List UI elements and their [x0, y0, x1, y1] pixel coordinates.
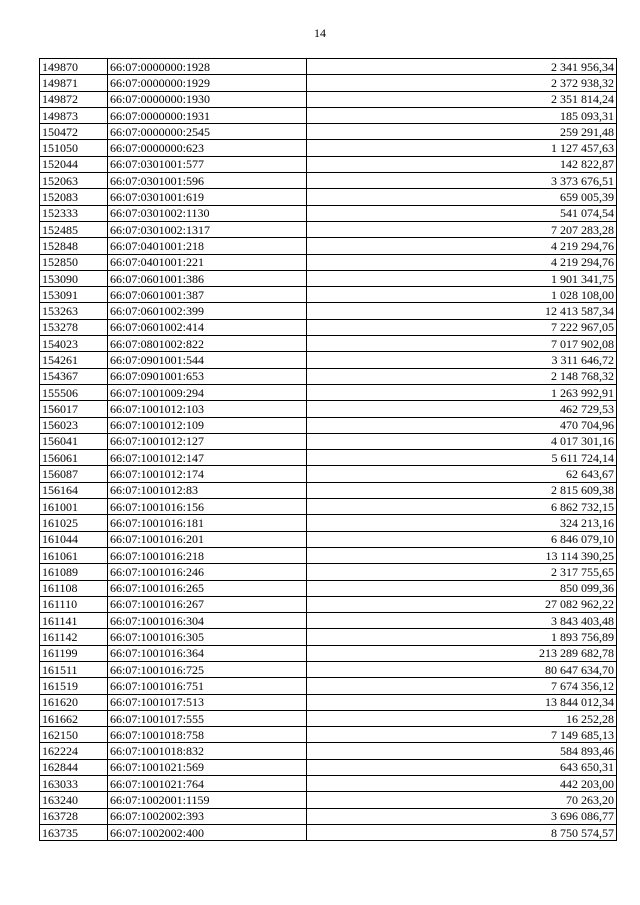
row-id-cell: 153090 — [40, 270, 108, 286]
cadastral-number-cell: 66:07:0401001:218 — [108, 238, 307, 254]
table-row — [40, 75, 617, 91]
table-row — [40, 173, 617, 189]
table-row — [40, 613, 617, 629]
cadastral-number-cell: 66:07:0301001:577 — [108, 156, 307, 172]
table-row — [40, 352, 617, 368]
value-cell: 27 082 962,22 — [307, 596, 617, 612]
table-row — [40, 221, 617, 237]
table-row — [40, 205, 617, 221]
value-cell: 2 148 768,32 — [307, 368, 617, 384]
row-id-cell: 151050 — [40, 140, 108, 156]
cadastral-number-cell: 66:07:0801002:822 — [108, 336, 307, 352]
value-cell: 541 074,54 — [307, 205, 617, 221]
row-id-cell: 156023 — [40, 417, 108, 433]
value-cell: 62 643,67 — [307, 466, 617, 482]
row-id-cell: 156041 — [40, 433, 108, 449]
value-cell: 259 291,48 — [307, 124, 617, 140]
row-id-cell: 163728 — [40, 808, 108, 824]
cadastral-number-cell: 66:07:0000000:1929 — [108, 75, 307, 91]
cadastral-number-cell: 66:07:1001017:555 — [108, 710, 307, 726]
table-row — [40, 433, 617, 449]
row-id-cell: 152083 — [40, 189, 108, 205]
table-row — [40, 91, 617, 107]
value-cell: 3 696 086,77 — [307, 808, 617, 824]
cadastral-number-cell: 66:07:0301002:1317 — [108, 221, 307, 237]
cadastral-number-cell: 66:07:1001017:513 — [108, 694, 307, 710]
value-cell: 142 822,87 — [307, 156, 617, 172]
row-id-cell: 161519 — [40, 678, 108, 694]
value-cell: 3 843 403,48 — [307, 613, 617, 629]
row-id-cell: 154261 — [40, 352, 108, 368]
cadastral-number-cell: 66:07:0601002:414 — [108, 319, 307, 335]
row-id-cell: 156087 — [40, 466, 108, 482]
row-id-cell: 149870 — [40, 59, 108, 75]
row-id-cell: 156017 — [40, 401, 108, 417]
table-row — [40, 417, 617, 433]
row-id-cell: 152850 — [40, 254, 108, 270]
cadastral-number-cell: 66:07:1001021:764 — [108, 776, 307, 792]
table-row — [40, 124, 617, 140]
row-id-cell: 161001 — [40, 499, 108, 515]
cadastral-number-cell: 66:07:1001016:181 — [108, 515, 307, 531]
table-row — [40, 466, 617, 482]
row-id-cell: 149873 — [40, 107, 108, 123]
table-row — [40, 694, 617, 710]
row-id-cell: 161199 — [40, 645, 108, 661]
table-row — [40, 450, 617, 466]
row-id-cell: 163033 — [40, 776, 108, 792]
row-id-cell: 153091 — [40, 287, 108, 303]
row-id-cell: 152063 — [40, 173, 108, 189]
cadastral-number-cell: 66:07:1001021:569 — [108, 759, 307, 775]
table-row — [40, 531, 617, 547]
row-id-cell: 155506 — [40, 384, 108, 400]
table-row — [40, 107, 617, 123]
row-id-cell: 153263 — [40, 303, 108, 319]
cadastral-number-cell: 66:07:0301002:1130 — [108, 205, 307, 221]
table-body — [40, 59, 617, 841]
cadastral-number-cell: 66:07:0000000:1930 — [108, 91, 307, 107]
value-cell: 16 252,28 — [307, 710, 617, 726]
cadastral-number-cell: 66:07:1002002:400 — [108, 824, 307, 840]
row-id-cell: 161662 — [40, 710, 108, 726]
table-row — [40, 254, 617, 270]
value-cell: 6 862 732,15 — [307, 499, 617, 515]
value-cell: 659 005,39 — [307, 189, 617, 205]
cadastral-number-cell: 66:07:1001016:246 — [108, 564, 307, 580]
cadastral-number-cell: 66:07:1001009:294 — [108, 384, 307, 400]
row-id-cell: 163240 — [40, 792, 108, 808]
value-cell: 4 219 294,76 — [307, 254, 617, 270]
value-cell: 12 413 587,34 — [307, 303, 617, 319]
table-row — [40, 727, 617, 743]
value-cell: 4 219 294,76 — [307, 238, 617, 254]
cadastral-number-cell: 66:07:1001012:174 — [108, 466, 307, 482]
value-cell: 185 093,31 — [307, 107, 617, 123]
value-cell: 1 127 457,63 — [307, 140, 617, 156]
cadastral-number-cell: 66:07:1001016:218 — [108, 547, 307, 563]
value-cell: 1 028 108,00 — [307, 287, 617, 303]
table-row — [40, 336, 617, 352]
cadastral-number-cell: 66:07:0901001:544 — [108, 352, 307, 368]
row-id-cell: 154023 — [40, 336, 108, 352]
table-row — [40, 547, 617, 563]
table-row — [40, 580, 617, 596]
value-cell: 2 341 956,34 — [307, 59, 617, 75]
value-cell: 7 222 967,05 — [307, 319, 617, 335]
row-id-cell: 161025 — [40, 515, 108, 531]
row-id-cell: 153278 — [40, 319, 108, 335]
table-row — [40, 238, 617, 254]
cadastral-number-cell: 66:07:1001016:364 — [108, 645, 307, 661]
value-cell: 442 203,00 — [307, 776, 617, 792]
row-id-cell: 152848 — [40, 238, 108, 254]
row-id-cell: 161044 — [40, 531, 108, 547]
cadastral-number-cell: 66:07:0601001:387 — [108, 287, 307, 303]
value-cell: 470 704,96 — [307, 417, 617, 433]
table-row — [40, 645, 617, 661]
cadastral-number-cell: 66:07:0000000:623 — [108, 140, 307, 156]
value-cell: 80 647 634,70 — [307, 661, 617, 677]
row-id-cell: 161108 — [40, 580, 108, 596]
table-row — [40, 270, 617, 286]
cadastral-number-cell: 66:07:0601001:386 — [108, 270, 307, 286]
cadastral-number-cell: 66:07:1001012:127 — [108, 433, 307, 449]
cadastral-number-cell: 66:07:1001018:758 — [108, 727, 307, 743]
value-cell: 584 893,46 — [307, 743, 617, 759]
row-id-cell: 156061 — [40, 450, 108, 466]
value-cell: 2 317 755,65 — [307, 564, 617, 580]
table-row — [40, 59, 617, 75]
table-row — [40, 384, 617, 400]
table-row — [40, 189, 617, 205]
row-id-cell: 162844 — [40, 759, 108, 775]
cadastral-number-cell: 66:07:0901001:653 — [108, 368, 307, 384]
row-id-cell: 161141 — [40, 613, 108, 629]
cadastral-number-cell: 66:07:1001012:103 — [108, 401, 307, 417]
table-row — [40, 792, 617, 808]
row-id-cell: 156164 — [40, 482, 108, 498]
value-cell: 7 149 685,13 — [307, 727, 617, 743]
cadastral-number-cell: 66:07:1001016:265 — [108, 580, 307, 596]
value-cell: 2 815 609,38 — [307, 482, 617, 498]
table-row — [40, 564, 617, 580]
table-row — [40, 499, 617, 515]
row-id-cell: 163735 — [40, 824, 108, 840]
value-cell: 7 207 283,28 — [307, 221, 617, 237]
cadastral-number-cell: 66:07:1001016:156 — [108, 499, 307, 515]
table-row — [40, 515, 617, 531]
cadastral-value-table — [39, 58, 617, 841]
cadastral-number-cell: 66:07:1001016:751 — [108, 678, 307, 694]
table-row — [40, 596, 617, 612]
cadastral-number-cell: 66:07:1001012:147 — [108, 450, 307, 466]
row-id-cell: 161061 — [40, 547, 108, 563]
cadastral-number-cell: 66:07:0000000:2545 — [108, 124, 307, 140]
table-row — [40, 678, 617, 694]
value-cell: 1 901 341,75 — [307, 270, 617, 286]
value-cell: 462 729,53 — [307, 401, 617, 417]
table-row — [40, 482, 617, 498]
cadastral-number-cell: 66:07:0601002:399 — [108, 303, 307, 319]
table-row — [40, 401, 617, 417]
table-row — [40, 776, 617, 792]
row-id-cell: 161142 — [40, 629, 108, 645]
value-cell: 5 611 724,14 — [307, 450, 617, 466]
cadastral-number-cell: 66:07:1001018:832 — [108, 743, 307, 759]
table-row — [40, 368, 617, 384]
row-id-cell: 149871 — [40, 75, 108, 91]
value-cell: 1 263 992,91 — [307, 384, 617, 400]
cadastral-number-cell: 66:07:1002001:1159 — [108, 792, 307, 808]
value-cell: 1 893 756,89 — [307, 629, 617, 645]
cadastral-number-cell: 66:07:0301001:619 — [108, 189, 307, 205]
table-row — [40, 824, 617, 840]
table-row — [40, 808, 617, 824]
cadastral-number-cell: 66:07:1001016:305 — [108, 629, 307, 645]
value-cell: 2 351 814,24 — [307, 91, 617, 107]
table-row — [40, 303, 617, 319]
value-cell: 8 750 574,57 — [307, 824, 617, 840]
cadastral-number-cell: 66:07:1001016:201 — [108, 531, 307, 547]
cadastral-number-cell: 66:07:1001012:109 — [108, 417, 307, 433]
cadastral-number-cell: 66:07:1001016:725 — [108, 661, 307, 677]
value-cell: 850 099,36 — [307, 580, 617, 596]
row-id-cell: 161620 — [40, 694, 108, 710]
row-id-cell: 152485 — [40, 221, 108, 237]
cadastral-number-cell: 66:07:0401001:221 — [108, 254, 307, 270]
table-row — [40, 661, 617, 677]
table-row — [40, 629, 617, 645]
cadastral-number-cell: 66:07:0000000:1928 — [108, 59, 307, 75]
row-id-cell: 152044 — [40, 156, 108, 172]
row-id-cell: 161089 — [40, 564, 108, 580]
page-number: 14 — [314, 26, 326, 40]
value-cell: 324 213,16 — [307, 515, 617, 531]
cadastral-number-cell: 66:07:0301001:596 — [108, 173, 307, 189]
value-cell: 7 017 902,08 — [307, 336, 617, 352]
table-row — [40, 759, 617, 775]
value-cell: 3 373 676,51 — [307, 173, 617, 189]
table-row — [40, 287, 617, 303]
value-cell: 213 289 682,78 — [307, 645, 617, 661]
cadastral-number-cell: 66:07:1002002:393 — [108, 808, 307, 824]
table-row — [40, 319, 617, 335]
value-cell: 4 017 301,16 — [307, 433, 617, 449]
table-row — [40, 156, 617, 172]
row-id-cell: 162224 — [40, 743, 108, 759]
table-row — [40, 743, 617, 759]
row-id-cell: 161511 — [40, 661, 108, 677]
value-cell: 643 650,31 — [307, 759, 617, 775]
row-id-cell: 149872 — [40, 91, 108, 107]
row-id-cell: 161110 — [40, 596, 108, 612]
row-id-cell: 154367 — [40, 368, 108, 384]
table-row — [40, 140, 617, 156]
value-cell: 13 844 012,34 — [307, 694, 617, 710]
value-cell: 7 674 356,12 — [307, 678, 617, 694]
table-row — [40, 710, 617, 726]
cadastral-number-cell: 66:07:1001016:304 — [108, 613, 307, 629]
value-cell: 3 311 646,72 — [307, 352, 617, 368]
cadastral-number-cell: 66:07:1001012:83 — [108, 482, 307, 498]
row-id-cell: 150472 — [40, 124, 108, 140]
value-cell: 6 846 079,10 — [307, 531, 617, 547]
cadastral-number-cell: 66:07:0000000:1931 — [108, 107, 307, 123]
row-id-cell: 162150 — [40, 727, 108, 743]
cadastral-number-cell: 66:07:1001016:267 — [108, 596, 307, 612]
value-cell: 13 114 390,25 — [307, 547, 617, 563]
value-cell: 70 263,20 — [307, 792, 617, 808]
value-cell: 2 372 938,32 — [307, 75, 617, 91]
row-id-cell: 152333 — [40, 205, 108, 221]
